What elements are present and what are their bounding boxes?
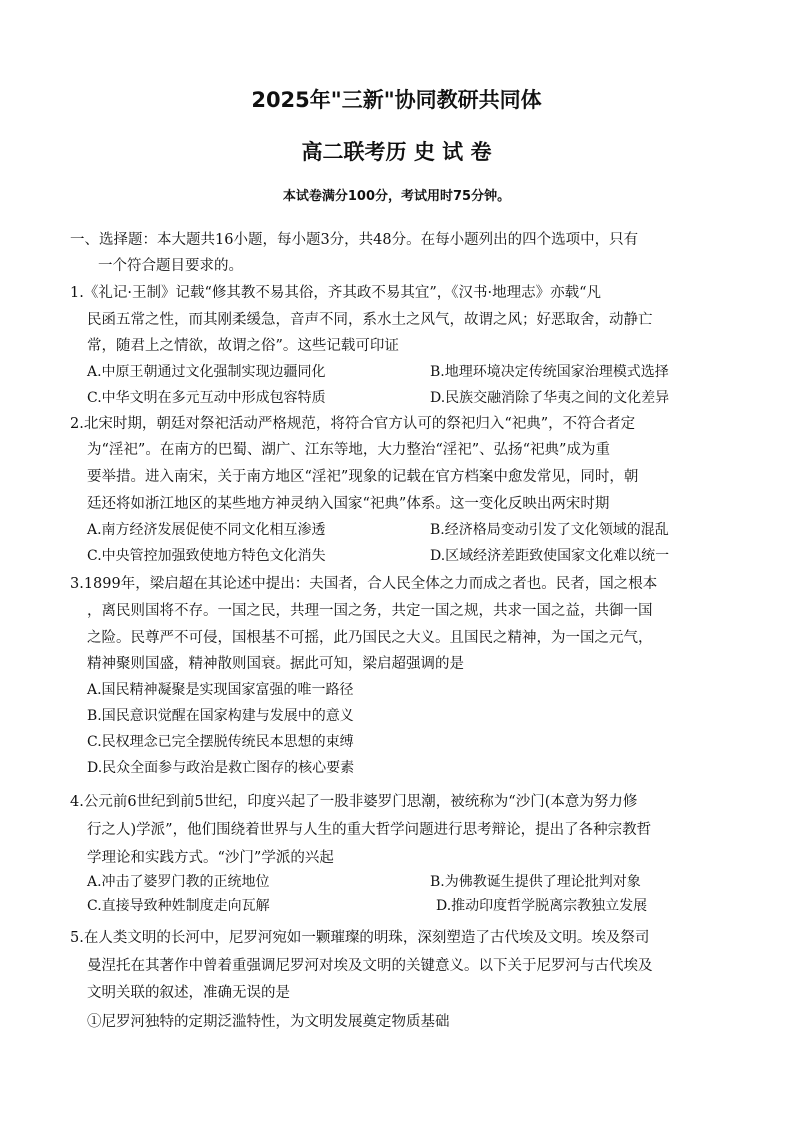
question-4-line-3: 学理论和实践方式。“沙门”学派的兴起 (87, 850, 334, 866)
question-1-line-1: 1.《礼记·王制》记载“修其教不易其俗，齐其政不易其宜”，《汉书·地理志》亦载“凡 (70, 285, 602, 301)
question-2-option-d: D.区域经济差距致使国家文化难以统一 (430, 548, 670, 564)
question-5-line-1: 5.在人类文明的长河中，尼罗河宛如一颗璀璨的明珠，深刻塑造了古代埃及文明。埃及祭司 (70, 930, 650, 946)
question-3-option-c: C.民权理念已完全摆脱传统民本思想的束缚 (87, 734, 354, 750)
question-4-option-b: B.为佛教诞生提供了理论批判对象 (430, 874, 641, 890)
question-1-option-a: A.中原王朝通过文化强制实现边疆同化 (87, 364, 326, 380)
question-4-option-d: D.推动印度哲学脱离宗教独立发展 (436, 898, 648, 914)
question-3-line-2: ，离民则国将不存。一国之民，共理一国之务，共定一国之规，共求一国之益，共御一国 (87, 603, 653, 619)
question-1-line-3: 常，随君上之情欲，故谓之俗”。这些记载可印证 (87, 338, 399, 354)
question-2-line-4: 廷还将如浙江地区的某些地方神灵纳入国家“祀典”体系。这一变化反映出两宋时期 (87, 496, 610, 512)
question-2-line-2: 为“淫祀”。在南方的巴蜀、湖广、江东等地，大力整治“淫祀”、弘扬“祀典”成为重 (87, 442, 610, 458)
question-3-line-3: 之险。民尊严不可侵，国根基不可摇，此乃国民之大义。且国民之精神，为一国之元气， (87, 630, 653, 646)
question-5-line-2: 曼涅托在其著作中曾着重强调尼罗河对埃及文明的关键意义。以下关于尼罗河与古代埃及 (87, 958, 653, 974)
question-1-option-d: D.民族交融消除了华夷之间的文化差异 (430, 390, 670, 406)
question-4-option-a: A.冲击了婆罗门教的正统地位 (87, 874, 270, 890)
question-1-option-c: C.中华文明在多元互动中形成包容特质 (87, 390, 326, 406)
exam-note: 本试卷满分100分，考试用时75分钟。 (282, 189, 511, 204)
question-4-option-c: C.直接导致种姓制度走向瓦解 (87, 898, 270, 914)
question-2-option-b: B.经济格局变动引发了文化领域的混乱 (430, 522, 669, 538)
question-3-line-1: 3.1899年，梁启超在其论述中提出：夫国者，合人民全体之力而成之者也。民者，国之根本 (70, 576, 658, 592)
question-2-line-3: 要举措。进入南宋，关于南方地区“淫祀”现象的记载在官方档案中愈发常见，同时，朝 (87, 469, 639, 485)
question-1-line-2: 民函五常之性，而其刚柔缓急，音声不同，系水土之风气，故谓之风；好恶取舍，动静亡 (87, 312, 653, 328)
section-line-2: 一个符合题目要求的。 (98, 258, 243, 274)
question-4-line-2: 行之人)学派”，他们围绕着世界与人生的重大哲学问题进行思考辩论，提出了各种宗教哲 (87, 822, 652, 838)
question-2-option-c: C.中央管控加强致使地方特色文化消失 (87, 548, 326, 564)
question-3-option-b: B.国民意识觉醒在国家构建与发展中的意义 (87, 708, 354, 724)
question-1-option-b: B.地理环境决定传统国家治理模式选择 (430, 364, 669, 380)
question-2-option-a: A.南方经济发展促使不同文化相互渗透 (87, 522, 326, 538)
question-3-line-4: 精神聚则国盛，精神散则国衰。据此可知，梁启超强调的是 (87, 656, 464, 672)
exam-subtitle: 高二联考历 史 试 卷 (301, 140, 492, 164)
question-5-line-3: 文明关联的叙述，准确无误的是 (87, 985, 290, 1001)
question-3-option-d: D.民众全面参与政治是救亡图存的核心要素 (87, 760, 355, 776)
question-2-line-1: 2.北宋时期，朝廷对祭祀活动严格规范，将符合官方认可的祭祀归入“祀典”，不符合者定 (70, 416, 636, 432)
exam-title: 2025年"三新"协同教研共同体 (251, 88, 542, 112)
section-line-1: 一、选择题：本大题共16小题，每小题3分，共48分。在每小题列出的四个选项中，只有 (70, 232, 639, 248)
question-5-statement-1: ①尼罗河独特的定期泛滥特性，为文明发展奠定物质基础 (87, 1014, 450, 1030)
question-4-line-1: 4.公元前6世纪到前5世纪，印度兴起了一股非婆罗门思潮，被统称为“沙门(本意为努力修 (70, 794, 638, 810)
question-3-option-a: A.国民精神凝聚是实现国家富强的唯一路径 (87, 682, 354, 698)
